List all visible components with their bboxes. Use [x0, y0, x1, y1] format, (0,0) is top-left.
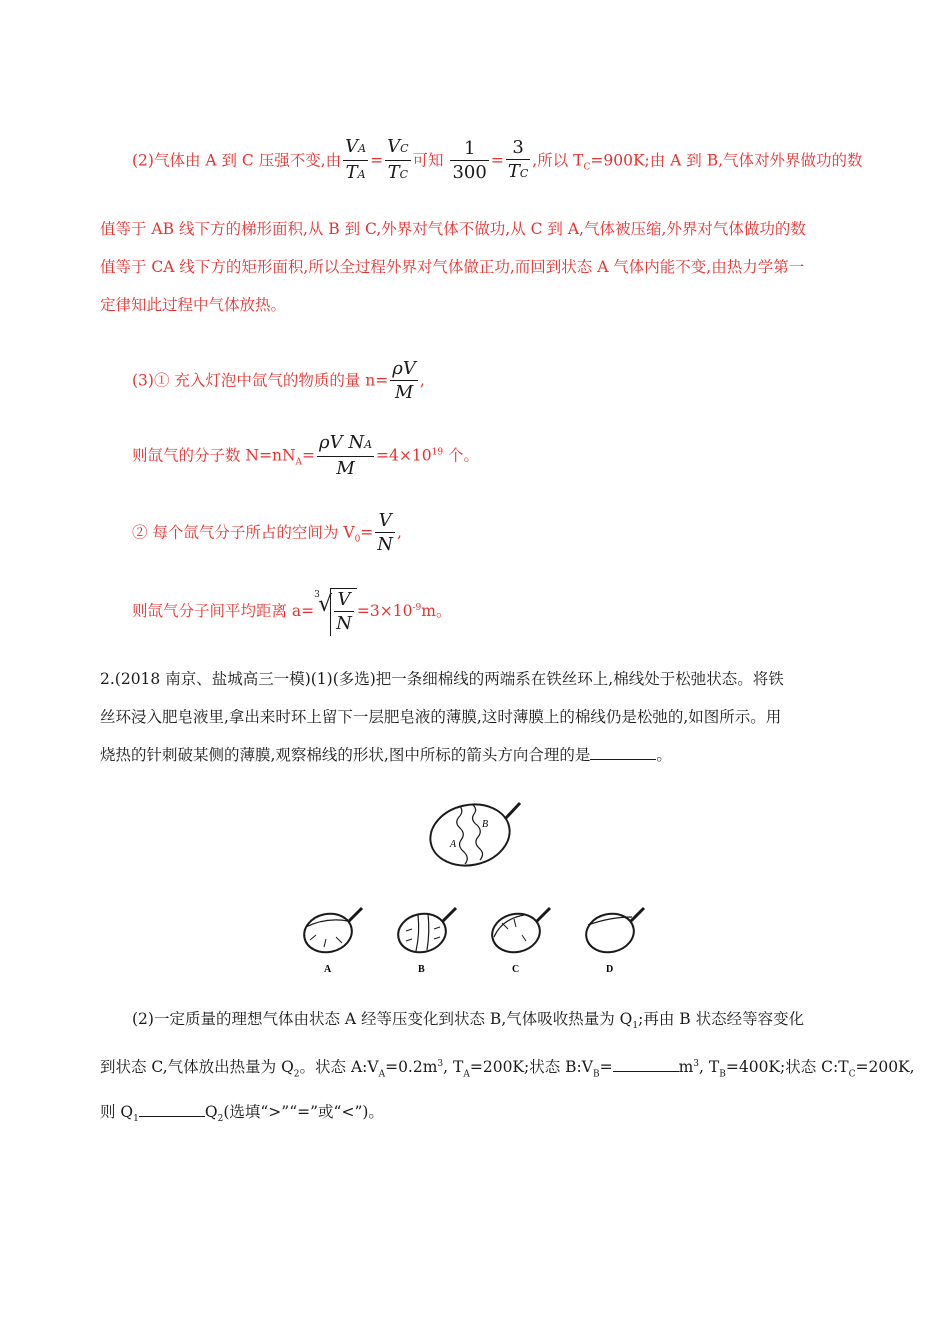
q1-line2: 丝环浸入肥皂液里,拿出来时环上留下一层肥皂液的薄膜,这时薄膜上的棉线仍是松弛的,如图所示。用: [100, 708, 782, 726]
soap-film-figure: [290, 795, 660, 980]
answer-blank-vb[interactable]: [613, 1057, 679, 1072]
fraction-va-ta: $\frac{VA}{TA}$: [345, 136, 367, 183]
p2-text-start: (2)气体由 A 到 C 压强不变,由: [132, 151, 342, 170]
main-label-b: B: [482, 819, 489, 830]
q2-line3: 则 $Q_1$ $Q_2$(选填“>”“=”或“<”)。: [100, 1103, 384, 1125]
q1-line1: 2.(2018 南京、盐城高三一模)(1)(多选)把一条细棉线的两端系在铁丝环上,棉线处于松弛状态。将铁: [100, 670, 784, 688]
main-label-a: A: [450, 839, 457, 850]
option-c-figure[interactable]: [489, 908, 550, 957]
p2-after2: =900K;由 A 到 B,气体对外界做功的数: [590, 151, 863, 170]
solution-p3-line3: ② 每个氙气分子所占的空间为 $V_0=$ $\frac{V}{N}$ ,: [132, 510, 402, 555]
option-b-figure[interactable]: [395, 908, 456, 957]
p2-eq2: =: [490, 151, 504, 170]
cube-root: 3 √ $\frac{V}{N}$: [314, 588, 357, 636]
q1-line3: 烧热的针刺破某侧的薄膜,观察棉线的形状,图中所标的箭头方向合理的是 。: [100, 746, 672, 764]
fraction-rhov-m: $\frac{\rho V}{M}$: [392, 358, 416, 403]
option-b-label: B: [418, 964, 425, 975]
solution-p3-line2: 则氙气的分子数 $N=nN_A=$ $\frac{\text{ρV NA}}{M}$ $=4\times 10^{19}$ 个。: [132, 432, 479, 479]
p3-c-text: ② 每个氙气分子所占的空间为 V: [132, 523, 355, 542]
p2-after: ,所以 T: [532, 151, 584, 170]
q2-line2: 到状态 C,气体放出热量为 $Q_2$。状态 $A:V_A=0.2m^3$, $T_A=200K$;状态 $B:V_B= m^3$, $T_B=400K$;状态 $C:T_C=200K$,: [100, 1058, 915, 1080]
p2-line2: 值等于 AB 线下方的梯形面积,从 B 到 C,外界对气体不做功,从 C 到 A,气体被压缩,外界对气体做功的数: [100, 220, 806, 238]
p2-eq: =: [370, 151, 384, 170]
p3-d-text: 则氙气分子间平均距离 a=: [132, 602, 315, 620]
fraction-v-n: $\frac{V}{N}$: [377, 510, 394, 555]
question-2-part2: [100, 1000, 915, 1138]
solution-p3-line1: (3)① 充入灯泡中氙气的物质的量 n= $\frac{\rho V}{M}$ ,: [132, 358, 425, 403]
answer-blank-q[interactable]: [139, 1102, 205, 1117]
p2-kz: 可知: [412, 151, 444, 170]
solution-p3-line4: 则氙气分子间平均距离 a= 3 √ $\frac{V}{N}$ $=3\times 10^{-9}m$。: [132, 589, 452, 634]
fraction-1-300: $\frac{1}{300}$: [452, 138, 487, 183]
fraction-3-tc: $\frac{3}{TC}$: [507, 137, 529, 182]
option-d-figure[interactable]: [583, 908, 644, 957]
p3-b-text: 则氙气的分子数 N=nN: [132, 446, 296, 465]
solution-p2-continued: [100, 210, 852, 324]
q2-line1: (2)一定质量的理想气体由状态 A 经等压变化到状态 B,气体吸收热量为 $Q_1$;再由 B 状态经等容变化: [132, 1010, 805, 1032]
option-a-label: A: [324, 964, 332, 975]
fraction-rhovna-m: $\frac{\text{ρV NA}}{M}$: [319, 432, 373, 479]
option-c-label: C: [512, 964, 520, 975]
option-d-label: D: [606, 964, 614, 975]
p2-line4: 定律知此过程中气体放热。: [100, 296, 287, 314]
solution-p2-line1: (2)气体由 A 到 C 压强不变,由 $\frac{VA}{TA}$ = $\frac{VC}{TC}$ 可知 $\frac{1}{300}$ = $\frac{3}{TC}$ ,所以 $T_C=900K$;由 A 到 B,气体对外界做功的数: [132, 136, 863, 186]
fraction-vc-tc: $\frac{VC}{TC}$: [387, 136, 409, 183]
answer-blank-1[interactable]: [590, 745, 656, 760]
main-ring: [425, 797, 520, 872]
p3-a-text: (3)① 充入灯泡中氙气的物质的量 n=: [132, 371, 389, 390]
p2-line3: 值等于 CA 线下方的矩形面积,所以全过程外界对气体做正功,而回到状态 A 气体内能不变,由热力学第一: [100, 258, 805, 276]
option-a-figure[interactable]: [301, 908, 362, 957]
question-2-part1: [100, 660, 852, 774]
